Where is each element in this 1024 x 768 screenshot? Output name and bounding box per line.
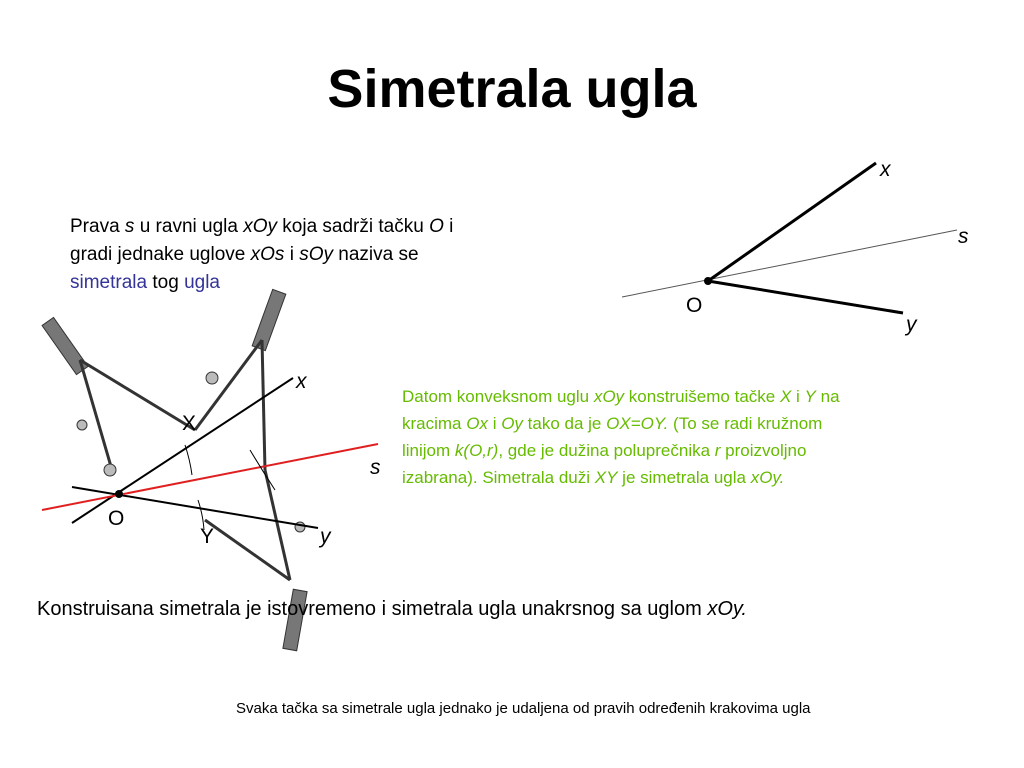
page-title: Simetrala ugla <box>327 59 697 119</box>
bisector-line-red <box>42 444 378 510</box>
label-x: x <box>296 370 307 393</box>
label-y: y <box>320 525 331 548</box>
compass-illustration <box>42 289 307 650</box>
label-y: y <box>906 313 917 336</box>
vertex-point-o <box>115 490 123 498</box>
label-point-y: Y <box>200 525 215 548</box>
label-o: O <box>686 294 703 317</box>
label-s: s <box>370 456 381 479</box>
label-point-x: X <box>182 412 197 435</box>
label-s: s <box>958 225 969 248</box>
footer-note: Svaka tačka sa simetrale ugla jednako je udaljena od pravih određenih krakovima ugla <box>236 700 811 717</box>
construction-text: Datom konveksnom uglu xOy konstruišemo tačke X i Y na kracima Ox i Oy tako da je OX=OY. (To se radi kružnom linijom k(O,r), gde je dužina poluprečnika r proizvoljno izabrana). Simetrala duži XY je simetrala ugla xOy. <box>402 387 840 487</box>
label-o: O <box>108 507 125 530</box>
label-x: x <box>880 158 891 181</box>
definition-text: Prava s u ravni ugla xOy koja sadrži tačku O i gradi jednake uglove xOs i sOy naziva se simetrala tog ugla <box>70 216 454 293</box>
arc-intersection <box>250 450 275 490</box>
conclusion-text: Konstruisana simetrala je istovremeno i simetrala ugla unakrsnog sa uglom xOy. <box>37 598 747 620</box>
arc-x <box>185 445 192 475</box>
